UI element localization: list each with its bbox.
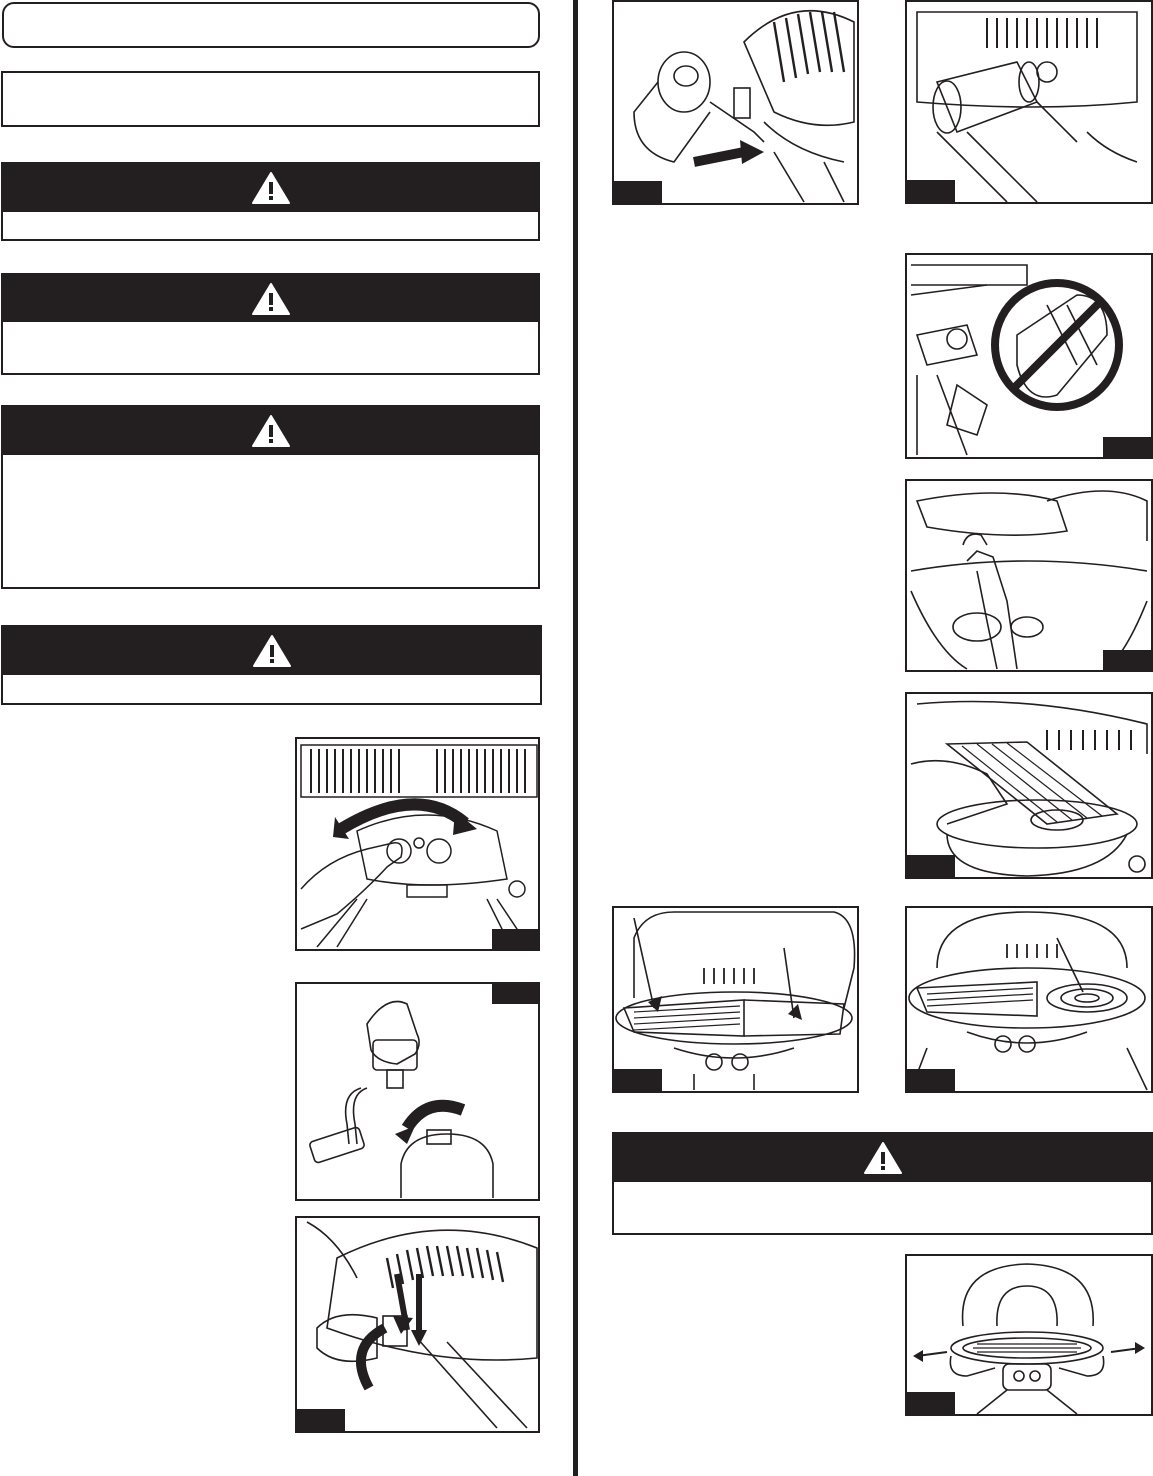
figure-burner	[905, 906, 1153, 1093]
figure-regulator-connect	[612, 0, 859, 205]
figure-label	[492, 929, 538, 949]
figure-side-tables	[905, 1254, 1153, 1416]
figure-regulator-insert	[295, 1216, 540, 1433]
warning-box-2	[1, 273, 540, 375]
figure-grates-open	[612, 906, 859, 1093]
warning-header	[614, 1134, 1151, 1182]
figure-label	[907, 1069, 955, 1091]
warning-triangle-icon	[251, 414, 291, 448]
warning-triangle-icon	[252, 634, 292, 668]
column-divider	[573, 0, 578, 1476]
warning-header	[3, 275, 538, 322]
warning-box-5	[612, 1132, 1153, 1235]
warning-header	[3, 407, 538, 455]
info-box	[1, 71, 540, 127]
figure-grate-remove	[905, 692, 1153, 879]
figure-label	[907, 1392, 955, 1414]
connect-arrow-illustration	[614, 2, 857, 203]
side-tables-illustration	[907, 1256, 1151, 1414]
figure-label	[1103, 437, 1151, 457]
figure-cylinder-installed	[905, 0, 1153, 204]
figure-label	[907, 180, 955, 202]
regulator-illustration	[297, 984, 538, 1199]
warning-box-4	[1, 625, 542, 705]
lid-lift-illustration	[907, 481, 1151, 670]
figure-lid-lift	[905, 479, 1153, 672]
warning-header	[3, 164, 538, 212]
grill-knob-illustration	[297, 739, 538, 949]
figure-label	[492, 984, 538, 1004]
figure-regulator-cylinder	[295, 982, 540, 1201]
burner-illustration	[907, 908, 1151, 1091]
warning-box-1	[1, 162, 540, 241]
figure-label	[614, 1069, 662, 1091]
warning-triangle-icon	[251, 282, 291, 316]
grates-open-illustration	[614, 908, 857, 1091]
cylinder-prohibited-illustration	[907, 255, 1151, 457]
figure-label	[297, 1409, 345, 1431]
warning-header	[3, 627, 540, 675]
figure-label	[1103, 650, 1151, 670]
warning-triangle-icon	[863, 1141, 903, 1175]
cylinder-installed-illustration	[907, 2, 1151, 202]
grate-remove-illustration	[907, 694, 1151, 877]
figure-cylinder-wrong	[905, 253, 1153, 459]
figure-label	[907, 855, 955, 877]
figure-label	[614, 181, 662, 203]
section-title-box	[2, 2, 540, 48]
regulator-insert-illustration	[297, 1218, 538, 1431]
warning-box-3	[1, 405, 540, 589]
warning-triangle-icon	[251, 171, 291, 205]
figure-control-knob	[295, 737, 540, 951]
